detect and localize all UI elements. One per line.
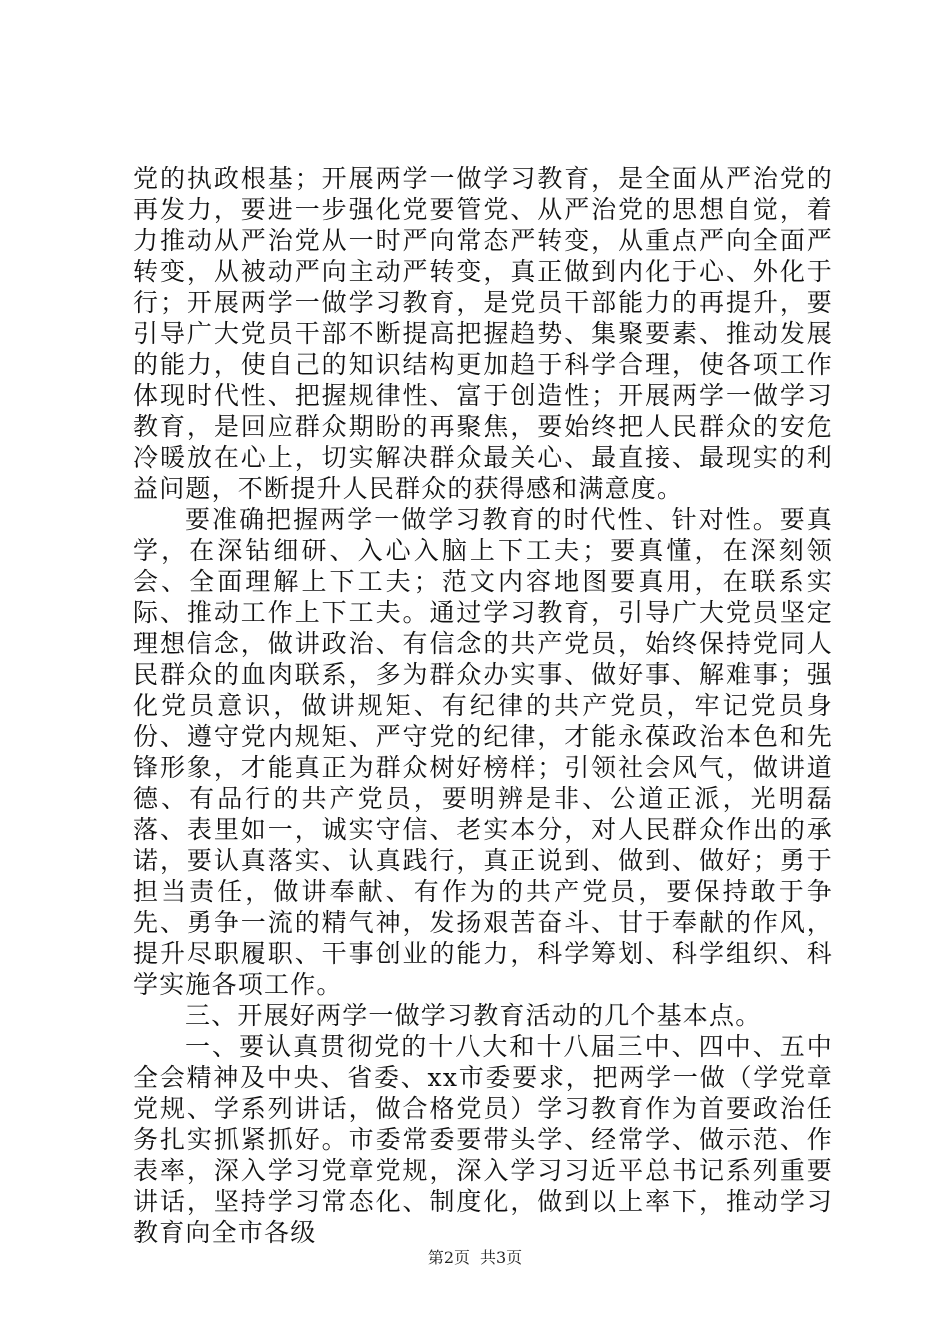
page-number: 第2页	[427, 1248, 470, 1267]
paragraph-2: 要准确把握两学一做学习教育的时代性、针对性。要真学，在深钻细研、入心入脑上下工夫；要真懂，在深刻领会、全面理解上下工夫；范文内容地图要真用，在联系实际、推动工作上下工夫。通过学习教育，引导广大党员坚定理想信念，做讲政治、有信念的共产党员，始终保持党同人民群众的血肉联系，多为群众办实事、做好事、解难事；强化党员意识，做讲规矩、有纪律的共产党员，牢记党员身份、遵守党内规矩、严守党的纪律，才能永葆政治本色和先锋形象，才能真正为群众树好榜样；引领社会风气，做讲道德、有品行的共产党员，要明辨是非、公道正派，光明磊落、表里如一，诚实守信、老实本分，对人民群众作出的承诺，要认真落实、认真践行，真正说到、做到、做好；勇于担当责任，做讲奉献、有作为的共产党员，要保持敢于争先、勇争一流的精气神，发扬艰苦奋斗、甘于奉献的作风，提升尽职履职、干事创业的能力，科学筹划、科学组织、科学实施各项工作。	[133, 505, 833, 999]
paragraph-3-section-heading: 三、开展好两学一做学习教育活动的几个基本点。	[185, 1001, 762, 1030]
document-body	[133, 163, 833, 1248]
page-total: 共3页	[480, 1248, 523, 1267]
paragraph-4: 一、要认真贯彻党的十八大和十八届三中、四中、五中全会精神及中央、省委、xx市委要求，把两学一做（学党章党规、学系列讲话，做合格党员）学习教育作为首要政治任务扎实抓紧抓好。市委常委要带头学、经常学、做示范、作表率，深入学习党章党规，深入学习习近平总书记系列重要讲话，坚持学习常态化、制度化，做到以上率下，推动学习教育向全市各级	[133, 1032, 833, 1247]
paragraph-1: 党的执政根基；开展两学一做学习教育，是全面从严治党的再发力，要进一步强化党要管党、从严治党的思想自觉，着力推动从严治党从一时严向常态严转变，从重点严向全面严转变，从被动严向主动严转变，真正做到内化于心、外化于行；开展两学一做学习教育，是党员干部能力的再提升，要引导广大党员干部不断提高把握趋势、集聚要素、推动发展的能力，使自己的知识结构更加趋于科学合理，使各项工作体现时代性、把握规律性、富于创造性；开展两学一做学习教育，是回应群众期盼的再聚焦，要始终把人民群众的安危冷暖放在心上，切实解决群众最关心、最直接、最现实的利益问题，不断提升人民群众的获得感和满意度。	[133, 164, 833, 503]
page-footer	[0, 1248, 950, 1268]
